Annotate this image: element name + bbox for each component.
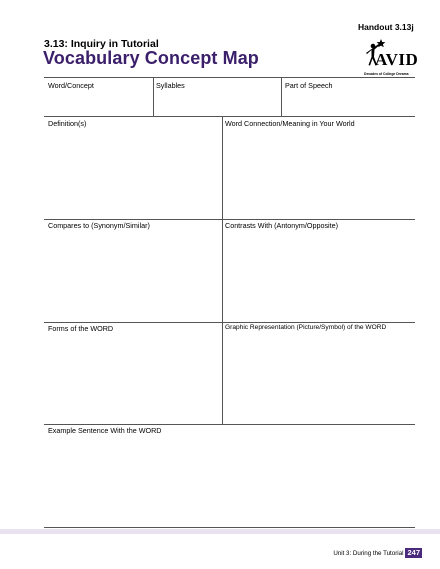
form-rule-1 xyxy=(44,116,415,117)
divider-center xyxy=(222,116,223,424)
divider-part-of-speech xyxy=(281,77,282,116)
divider-syllables xyxy=(153,77,154,116)
field-compares-to[interactable]: Compares to (Synonym/Similar) xyxy=(48,221,150,230)
logo-wordmark: AVID xyxy=(375,50,419,69)
logo-tagline: Decades of College Dreams xyxy=(364,72,409,76)
field-definitions[interactable]: Definition(s) xyxy=(48,119,87,128)
field-contrasts-with[interactable]: Contrasts With (Antonym/Opposite) xyxy=(225,221,339,230)
form-rule-bottom xyxy=(44,527,415,528)
field-word-connection[interactable]: Word Connection/Meaning in Your World xyxy=(225,119,355,128)
field-graphic-representation[interactable]: Graphic Representation (Picture/Symbol) of the WORD xyxy=(225,324,387,331)
field-word-concept[interactable]: Word/Concept xyxy=(48,81,94,90)
page-number-badge: 247 xyxy=(407,548,420,557)
concept-map-form xyxy=(44,77,415,527)
page-title: Vocabulary Concept Map xyxy=(43,48,259,68)
footer-band xyxy=(0,529,440,534)
form-rule-3 xyxy=(44,322,415,323)
lesson-subtitle: 3.13: Inquiry in Tutorial xyxy=(44,38,159,50)
footer-unit-text: Unit 3: During the Tutorial xyxy=(333,549,404,557)
field-part-of-speech[interactable]: Part of Speech xyxy=(285,81,333,90)
handout-number: Handout 3.13j xyxy=(358,22,414,32)
form-rule-4 xyxy=(44,424,415,425)
form-rule-top xyxy=(44,77,415,78)
avid-logo xyxy=(361,38,421,82)
page-footer xyxy=(333,548,422,558)
form-rule-2 xyxy=(44,219,415,220)
field-example-sentence[interactable]: Example Sentence With the WORD xyxy=(48,426,162,435)
field-forms-of-word[interactable]: Forms of the WORD xyxy=(48,324,114,333)
field-syllables[interactable]: Syllables xyxy=(156,81,185,90)
